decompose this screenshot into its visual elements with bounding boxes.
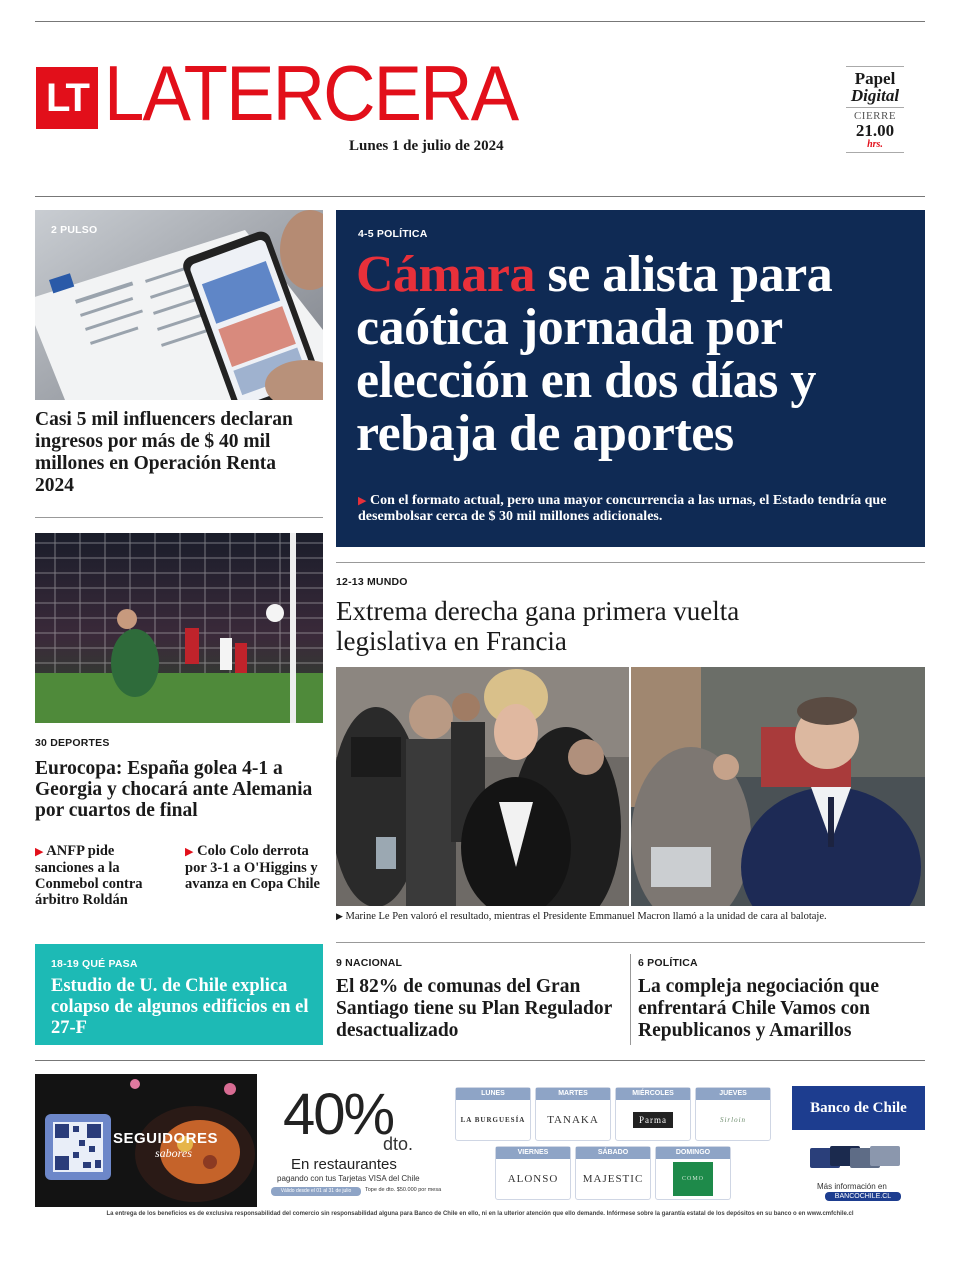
discount-line2: pagando con tus Tarjetas VISA del Chile: [277, 1174, 420, 1183]
seguidores-label: SEGUIDORES: [113, 1130, 219, 1147]
deportes-bullet-1[interactable]: [35, 843, 175, 908]
venue-label: LA BURGUESÍA: [460, 1116, 526, 1124]
lead-headline-highlight: Cámara: [356, 246, 535, 303]
day-card-domingo: [655, 1146, 731, 1200]
venue-label: MAJESTIC: [582, 1173, 644, 1185]
day-card-miercoles: [615, 1087, 691, 1141]
quepasa-headline: Estudio de U. de Chile explica colapso de algunos edificios en el 27-F: [51, 976, 309, 1038]
day-label: MIÉRCOLES: [616, 1088, 690, 1100]
bullet-text: ANFP pide sanciones a la Conmebol contra árbitro Roldán: [35, 843, 143, 908]
venue-label: ALONSO: [507, 1173, 559, 1185]
cierre-time: 21.00: [855, 121, 895, 140]
cards-icon: [810, 1144, 906, 1178]
banco-chile-logo: Banco de Chile: [792, 1086, 925, 1130]
nacional-kicker: 9 NACIONAL: [336, 957, 403, 969]
discount-line1: En restaurantes: [291, 1156, 397, 1173]
masthead-rule: [35, 196, 925, 197]
divider: [336, 942, 925, 943]
day-label: MARTES: [536, 1088, 610, 1100]
lead-deck: [358, 493, 913, 525]
day-label: LUNES: [456, 1088, 530, 1100]
pulso-headline[interactable]: Casi 5 mil influencers declaran ingresos por más de $ 40 mil millones en Operación Renta 2024: [35, 409, 293, 496]
politica-kicker: 6 POLÍTICA: [638, 957, 698, 969]
divider: [336, 562, 925, 563]
politica-headline[interactable]: La compleja negociación que enfrentará Chile Vamos con Republicanos y Amarillos: [638, 976, 880, 1041]
deportes-photo[interactable]: [35, 533, 323, 723]
mundo-caption: [336, 911, 925, 923]
edition-date: Lunes 1 de julio de 2024: [349, 138, 504, 154]
quepasa-kicker: 18-19 QUÉ PASA: [51, 958, 138, 970]
macron-photo[interactable]: [631, 667, 925, 906]
venue-label: TANAKA: [547, 1114, 599, 1126]
day-card-viernes: [495, 1146, 571, 1200]
lead-headline-rest: se alista para caótica jornada por elección en dos días y rebaja de aportes: [356, 246, 833, 462]
day-card-jueves: [695, 1087, 771, 1141]
nacional-headline[interactable]: El 82% de comunas del Gran Santiago tiene su Plan Regulador desactualizado: [336, 976, 612, 1041]
lead-deck-text: Con el formato actual, pero una mayor concurrencia a las urnas, el Estado tendría que desembolsar cerca de $ 30 mil millones adicionales.: [358, 493, 887, 524]
bullet-text: Colo Colo derrota por 3-1 a O'Higgins y avanza en Copa Chile: [185, 843, 320, 892]
cap-note: Tope de dto. $50.000 por mesa: [365, 1187, 442, 1193]
venue-label: Parma: [633, 1112, 673, 1128]
ad-disclaimer: La entrega de los beneficios es de exclusiva responsabilidad del comercio sin responsabilidad alguna para Banco de Chile en ello, ni en la ulterior atención que ello demande. Infórmese sobre la garantía estatal de los depósitos en su banco o en www.cmfchile.cl: [106, 1211, 854, 1217]
cierre-unit: hrs.: [846, 139, 904, 153]
venue-label: COMO: [673, 1162, 713, 1196]
papel-label: Papel: [846, 66, 904, 87]
more-info-label: Más información en: [817, 1182, 887, 1191]
day-card-lunes: [455, 1087, 531, 1141]
bullet-triangle-icon: ▶: [358, 494, 367, 507]
digital-label: Digital: [846, 87, 904, 108]
divider: [35, 517, 323, 518]
bank-url[interactable]: BANCOCHILE.CL: [825, 1192, 901, 1201]
venue-label: Sirloin: [719, 1116, 747, 1124]
lepen-photo[interactable]: [336, 667, 629, 906]
pulso-photo[interactable]: [35, 210, 323, 400]
day-label: DOMINGO: [656, 1147, 730, 1159]
lead-kicker: 4-5 POLÍTICA: [358, 228, 428, 240]
bullet-triangle-icon: ▶: [185, 845, 194, 858]
ad-rule: [35, 1060, 925, 1061]
quepasa-story[interactable]: [35, 944, 323, 1045]
validity-pill: Válido desde el 01 al 31 de julio: [271, 1187, 361, 1196]
column-divider: [630, 954, 631, 1045]
sabores-label: sabores: [155, 1146, 192, 1160]
top-rule: [35, 21, 925, 22]
day-card-sabado: [575, 1146, 651, 1200]
deportes-headline[interactable]: Eurocopa: España golea 4-1 a Georgia y chocará ante Alemania por cuartos de final: [35, 758, 313, 821]
lead-story[interactable]: [336, 210, 925, 547]
papel-digital-badge: [846, 66, 904, 153]
caption-triangle-icon: ▶: [336, 912, 343, 922]
deportes-bullet-2[interactable]: [185, 843, 325, 892]
caption-text: Marine Le Pen valoró el resultado, mientras el Presidente Emmanuel Macron llamó a la unidad de cara al balotaje.: [345, 911, 827, 922]
bullet-triangle-icon: ▶: [35, 845, 44, 858]
banco-chile-ad[interactable]: [35, 1074, 925, 1209]
discount-dto: dto.: [383, 1134, 414, 1154]
lead-headline[interactable]: [356, 248, 916, 460]
logo-wordmark[interactable]: LATERCERA: [104, 49, 518, 137]
day-label: JUEVES: [696, 1088, 770, 1100]
mundo-kicker: 12-13 MUNDO: [336, 576, 408, 588]
day-label: SÁBADO: [576, 1147, 650, 1159]
pulso-kicker: 2 PULSO: [51, 224, 98, 236]
seguidores-promo: [35, 1074, 257, 1207]
cierre-label: CIERRE: [853, 110, 897, 122]
day-label: VIERNES: [496, 1147, 570, 1159]
mundo-headline[interactable]: Extrema derecha gana primera vuelta legislativa en Francia: [336, 596, 740, 656]
logo-mark[interactable]: LT: [36, 67, 98, 129]
deportes-kicker: 30 DEPORTES: [35, 737, 110, 749]
discount-percent: 40%: [283, 1082, 394, 1147]
day-card-martes: [535, 1087, 611, 1141]
